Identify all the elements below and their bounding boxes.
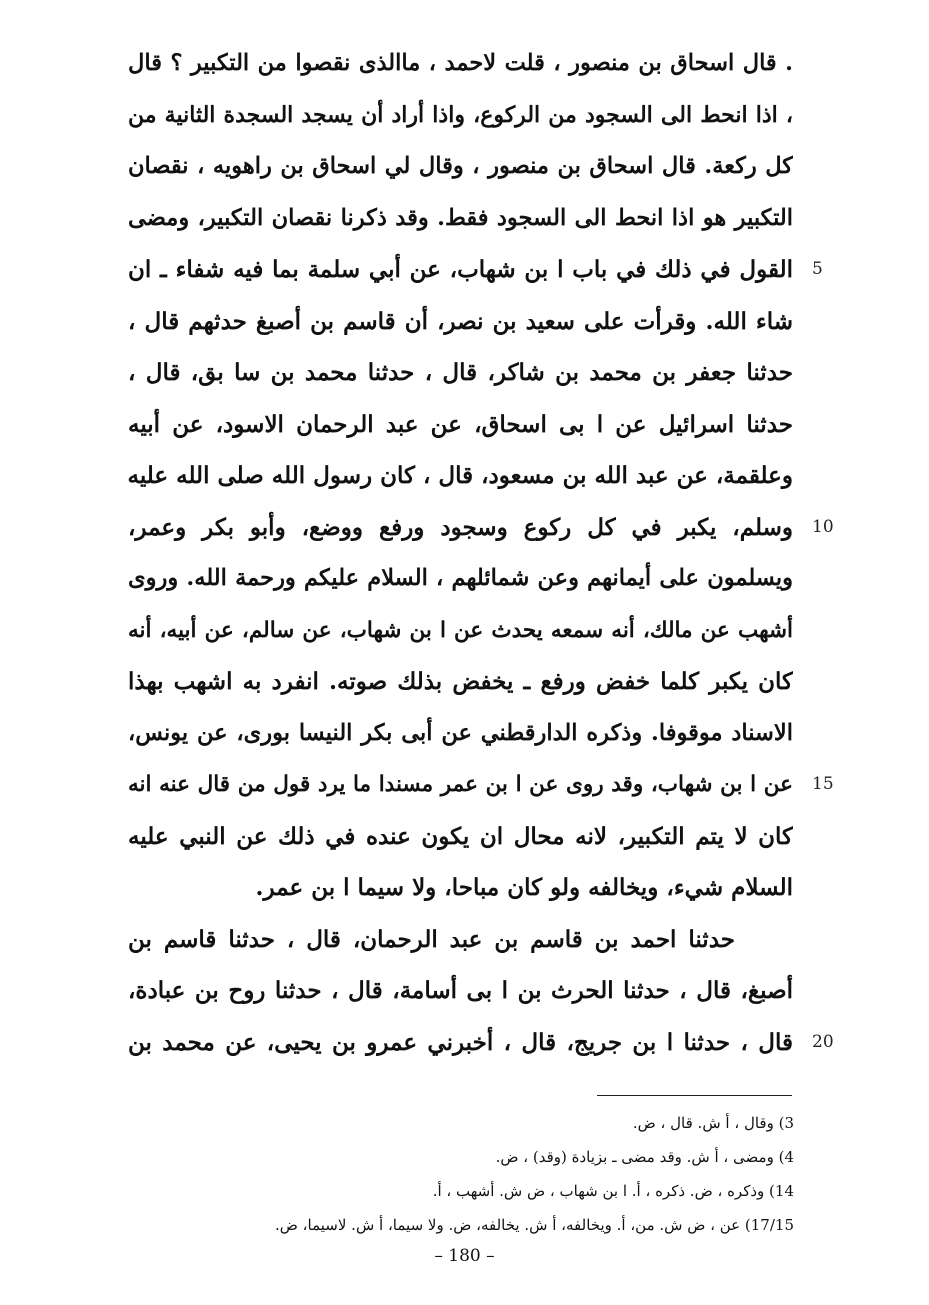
line-number: 20 xyxy=(812,1031,834,1052)
text-line: ، اذا انحط الى السجود من الركوع، واذا أراد أن يسجد السجدة الثانية من xyxy=(128,101,793,128)
text-line: قال ، حدثنا ا بن جريج، قال ، أخبرني عمرو بن يحيى، عن محمد بن xyxy=(128,1028,793,1056)
text-line: التكبير هو اذا انحط الى السجود فقط. وقد ذكرنا نقصان التكبير، ومضى xyxy=(128,204,793,231)
text-line: شاء الله. وقرأت على سعيد بن نصر، أن قاسم بن أصبغ حدثهم قال ، xyxy=(128,307,793,335)
text-line: ويسلمون على أيمانهم وعن شمائلهم ، السلام عليكم ورحمة الله. وروى xyxy=(128,565,793,591)
footnote: 14) وذكره ، ض. ذكره ، أ. ا بن شهاب ، ض ش. أشهب ، أ. xyxy=(432,1182,794,1200)
text-line: كان لا يتم التكبير، لانه محال ان يكون عنده في ذلك عن النبي عليه xyxy=(128,822,793,850)
text-line: كان يكبر كلما خفض ورفع ـ يخفض بذلك صوته. انفرد به اشهب بهذا xyxy=(128,668,793,695)
main-text xyxy=(128,38,793,1068)
text-line: حدثنا اسرائيل عن ا بى اسحاق، عن عبد الرحمان الاسود، عن أبيه xyxy=(128,410,793,438)
footnotes xyxy=(160,1106,794,1242)
text-line: عن ا بن شهاب، وقد روى عن ا بن عمر مسندا ما يرد قول من قال عنه انه xyxy=(128,772,793,797)
text-line: وسلم، يكبر في كل ركوع وسجود ورفع ووضع، وأبو بكر وعمر، xyxy=(128,513,793,541)
line-number: 15 xyxy=(812,774,834,794)
footnote: 17/15) عن ، ض ش. من، أ. ويخالفه، أ ش. يخالفه، ض. ولا سيما، أ ش. لاسيما، ض. xyxy=(275,1216,794,1234)
line-number: 10 xyxy=(812,516,834,537)
text-line: . قال اسحاق بن منصور ، قلت لاحمد ، ماالذى نقصوا من التكبير ؟ قال xyxy=(128,50,793,76)
text-line: السلام شيء، ويخالفه ولو كان مباحا، ولا سيما ا بن عمر. xyxy=(255,874,793,901)
line-number: 5 xyxy=(812,259,823,279)
page-number: – 180 – xyxy=(434,1246,495,1266)
text-line: وعلقمة، عن عبد الله بن مسعود، قال ، كان رسول الله صلى الله عليه xyxy=(128,462,793,489)
text-line: حدثنا احمد بن قاسم بن عبد الرحمان، قال ، حدثنا قاسم بن xyxy=(128,925,735,953)
text-line: أصبغ، قال ، حدثنا الحرث بن ا بى أسامة، قال ، حدثنا روح بن عبادة، xyxy=(128,977,793,1004)
text-line: كل ركعة. قال اسحاق بن منصور ، وقال لي اسحاق بن راهويه ، نقصان xyxy=(128,153,793,179)
text-line: الاسناد موقوفا. وذكره الدارقطني عن أبى بكر النيسا بورى، عن يونس، xyxy=(128,719,793,746)
text-line: القول في ذلك في باب ا بن شهاب، عن أبي سلمة بما فيه شفاء ـ ان xyxy=(128,256,793,283)
footnote: 3) وقال ، أ ش. قال ، ض. xyxy=(632,1114,794,1132)
text-line: أشهب عن مالك، أنه سمعه يحدث عن ا بن شهاب، عن سالم، عن أبيه، أنه xyxy=(128,617,793,643)
footnote-divider xyxy=(597,1095,792,1096)
text-line: حدثنا جعفر بن محمد بن شاكر، قال ، حدثنا محمد بن سا بق، قال ، xyxy=(128,359,793,386)
footnote: 4) ومضى ، أ ش. وقد مضى ـ بزيادة (وقد) ، ض. xyxy=(495,1148,794,1166)
